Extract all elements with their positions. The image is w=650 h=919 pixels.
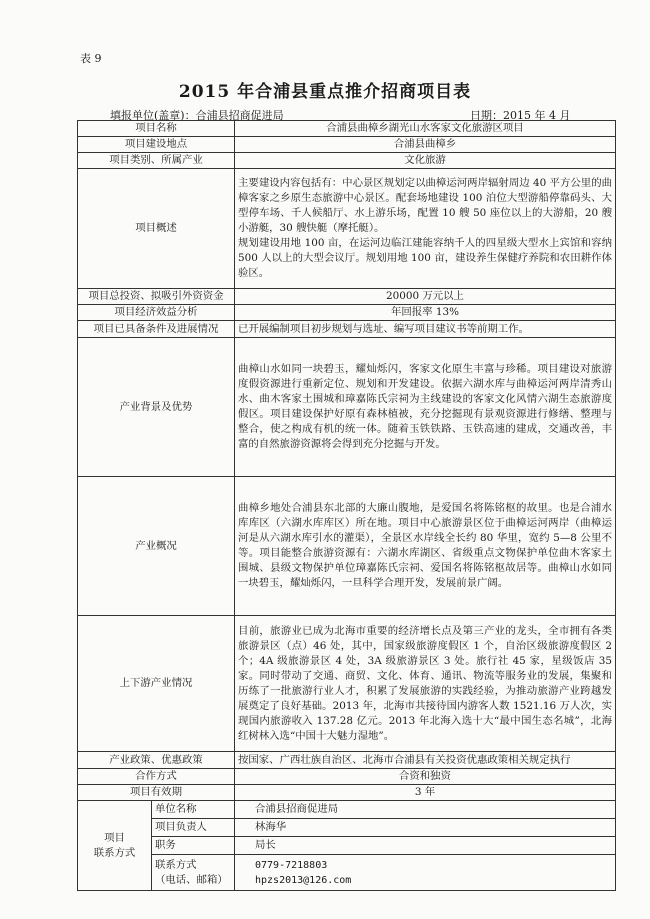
label-validity: 项目有效期: [78, 785, 235, 801]
table-number: 表 9: [80, 52, 102, 65]
value-background: 曲樟山水如同一块碧玉，耀灿烁闪，客家文化原生丰富与珍稀。项目建设对旅游度假资源进行重新定位、规划和开发建设。依据六湖水库与曲樟运河两岸清秀山水、曲木客家土围城和璋嘉陈氏宗祠为主线建设的客家文化风情六湖生态旅游度假区。项目建设保护好原有森林植被，充分挖掘现有景观资源进行修缮、整理与整合，使之构成有机的统一体。随着玉铁铁路、玉铁高速的建成，交通改善，丰富的自然旅游资源将会得到充分挖掘与开发。: [235, 338, 616, 477]
row-benefit: [78, 305, 616, 321]
label-location: 项目建设地点: [78, 137, 235, 153]
label-industry-chain: 上下游产业情况: [78, 616, 235, 752]
label-industry-overview: 产业概况: [78, 477, 235, 616]
row-contact-method: [78, 855, 616, 891]
value-project-name: 合浦县曲樟乡湖光山水客家文化旅游区项目: [235, 121, 616, 137]
row-contact-person: [78, 819, 616, 837]
project-table: [77, 120, 616, 891]
label-title: 职务: [152, 837, 235, 855]
contact-email: hpzs2013@126.com: [255, 874, 352, 886]
label-method: [152, 855, 235, 891]
value-cooperation: 合资和独资: [235, 769, 616, 785]
label-person: 项目负责人: [152, 819, 235, 837]
row-industry-overview: [78, 477, 616, 616]
row-cooperation: [78, 769, 616, 785]
value-progress: 已开展编制项目初步规划与选址、编写项目建议书等前期工作。: [235, 321, 616, 338]
value-policy: 按国家、广西壮族自治区、北海市合浦县有关投资优惠政策相关规定执行: [235, 752, 616, 769]
row-industry-chain: [78, 616, 616, 752]
filling-unit: 填报单位(盖章)：合浦县招商促进局: [110, 109, 284, 122]
page-title: 2015 年合浦县重点推介招商项目表: [178, 82, 472, 102]
label-cooperation: 合作方式: [78, 769, 235, 785]
value-location: 合浦县曲樟乡: [235, 137, 616, 153]
filling-date: 日期：2015 年 4 月: [470, 109, 571, 122]
label-contact-line2: 联系方式: [93, 846, 136, 859]
label-method-line2: （电话、邮箱）: [155, 873, 228, 886]
label-background: 产业背景及优势: [78, 338, 235, 477]
overview-paragraph-2: 规划建设用地 100 亩，在运河边临江建能容纳千人的四星级大型水上宾馆和容纳 500 人以上的大型会议厅。规划用地 100 亩，建设养生保健疗养院和农田耕作体验区。: [238, 237, 612, 279]
value-benefit: 年回报率 13%: [235, 305, 616, 321]
value-industry-chain: 目前，旅游业已成为北海市重要的经济增长点及第三产业的龙头，全市拥有各类旅游景区（点）46 处，其中，国家级旅游度假区 1 个，自治区级旅游度假区 2 个；4A 级旅游景区 4 处，3A 级旅游景区 3 处。旅行社 45 家，星级饭店 35 家。同时带动了交通、商贸、文化、体育、通讯、物流等服务业的发展，集聚和历练了一批旅游行业人才，积累了发展旅游的实践经验，为推动旅游产业跨越发展奠定了良好基础。2013 年，北海市共接待国内游客人数 1521.16 万人次，实现国内旅游收入 137.28 亿元。2013 年北海入选十大“最中国生态名城”，北海红树林入选“中国十大魅力湿地”。: [235, 616, 616, 752]
label-contact: [78, 801, 152, 891]
row-background: [78, 338, 616, 477]
row-validity: [78, 785, 616, 801]
label-benefit: 项目经济效益分析: [78, 305, 235, 321]
row-contact-unit: [78, 801, 616, 819]
value-title: 局长: [235, 837, 616, 855]
row-project-name: [78, 121, 616, 137]
value-investment: 20000 万元以上: [235, 289, 616, 305]
row-policy: [78, 752, 616, 769]
value-category: 文化旅游: [235, 153, 616, 169]
row-investment: [78, 289, 616, 305]
overview-paragraph-1: 主要建设内容包括有：中心景区规划定以曲樟运河两岸辐射周边 40 平方公里的曲樟客家之乡原生态旅游中心景区。配套场地建设 100 泊位大型游船停靠码头、大型停车场、千人候船厅、水上游乐场，配置 10 艘 50 座位以上的大游船，20 艘小游艇，30 艘快艇（摩托艇）。: [238, 177, 612, 234]
value-person: 林海华: [235, 819, 616, 837]
label-contact-line1: 项目: [104, 831, 125, 844]
row-category: [78, 153, 616, 169]
label-method-line1: 联系方式: [155, 858, 197, 871]
label-overview: 项目概述: [78, 169, 235, 289]
value-industry-overview: 曲樟乡地处合浦县东北部的大廉山腹地，是爱国名将陈铭枢的故里。也是合浦水库库区（六湖水库库区）所在地。项目中心旅游景区位于曲樟运河两岸（曲樟运河是从六湖水库引水的灌渠），全景区水岸线全长约 80 华里，宽约 5—8 公里不等。项目能整合旅游资源有：六湖水库湖区、省级重点文物保护单位曲木客家土围城、县级文物保护单位璋嘉陈氏宗祠、爱国名将陈铭枢故居等。曲樟山水如同一块碧玉，耀灿烁闪，一旦科学合理开发，发展前景广阔。: [235, 477, 616, 616]
label-category: 项目类别、所属产业: [78, 153, 235, 169]
row-location: [78, 137, 616, 153]
contact-phone: 0779-7218803: [255, 859, 328, 871]
value-unit-name: 合浦县招商促进局: [235, 801, 616, 819]
row-overview: [78, 169, 616, 289]
label-policy: 产业政策、优惠政策: [78, 752, 235, 769]
label-project-name: 项目名称: [78, 121, 235, 137]
label-unit-name: 单位名称: [152, 801, 235, 819]
value-method: [235, 855, 616, 891]
value-validity: 3 年: [235, 785, 616, 801]
label-progress: 项目已具备条件及进展情况: [78, 321, 235, 338]
row-contact-title: [78, 837, 616, 855]
label-investment: 项目总投资、拟吸引外资资金: [78, 289, 235, 305]
row-progress: [78, 321, 616, 338]
value-overview: [235, 169, 616, 289]
